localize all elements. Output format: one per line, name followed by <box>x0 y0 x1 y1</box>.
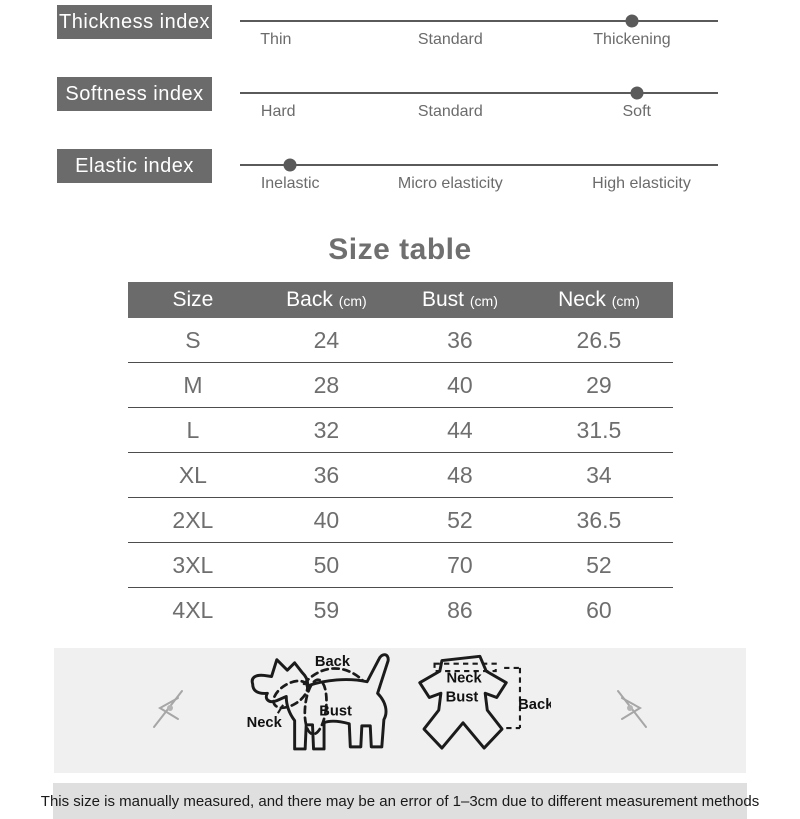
table-cell: 24 <box>313 326 340 353</box>
softness-index-label: Softness index <box>57 77 212 111</box>
garment-back-label: Back <box>518 697 551 714</box>
table-header-cell: Neck (cm) <box>525 282 672 318</box>
table-cell: 29 <box>525 363 672 408</box>
table-cell: 36 <box>447 326 473 353</box>
measurement-note-bar <box>40 783 760 819</box>
table-cell: 50 <box>258 543 394 588</box>
table-cell: 26.5 <box>576 326 622 353</box>
table-cell: 36.5 <box>525 498 672 543</box>
softness-index-row <box>0 77 800 149</box>
measurement-note-text: This size is manually measured, and there may be an error of 1–3cm due to different measurement methods <box>40 792 760 810</box>
unit-label: (cm) <box>338 293 367 309</box>
table-row <box>128 408 673 453</box>
scale-line <box>240 20 718 22</box>
thickness-scale <box>240 5 718 67</box>
scale-line <box>240 164 718 166</box>
table-header-cell: Size <box>128 282 259 318</box>
decorative-arrow-right-icon <box>613 686 653 735</box>
table-row <box>128 318 673 363</box>
table-cell: 59 <box>258 588 394 633</box>
scale-option: Thickening <box>593 31 671 48</box>
scale-option: Soft <box>622 103 651 120</box>
dog-illustration <box>239 649 407 772</box>
softness-scale <box>240 77 718 139</box>
size-table <box>128 282 673 632</box>
scale-option: High elasticity <box>592 175 691 192</box>
dog-back-label: Back <box>314 654 351 670</box>
table-cell: 32 <box>258 408 394 453</box>
table-row <box>128 363 673 408</box>
elastic-index-row <box>0 149 800 221</box>
index-dot <box>625 15 638 28</box>
table-cell: 3XL <box>128 543 259 588</box>
table-cell: 48 <box>395 453 526 498</box>
index-section <box>0 0 800 221</box>
table-cell: 52 <box>525 543 672 588</box>
table-header-cell: Bust (cm) <box>395 282 526 318</box>
index-dot <box>284 159 297 172</box>
table-cell: L <box>128 408 259 453</box>
table-cell: M <box>128 363 259 408</box>
size-table-body <box>128 318 673 632</box>
measurement-diagram-panel <box>54 648 746 773</box>
scale-option: Inelastic <box>260 175 320 192</box>
scale-option: Micro elasticity <box>397 175 503 192</box>
table-cell: 2XL <box>128 498 259 543</box>
table-row <box>128 453 673 498</box>
scale-option: Thin <box>260 31 292 48</box>
garment-bust-label: Bust <box>445 689 479 706</box>
scale-option: Standard <box>417 103 483 120</box>
table-cell: 36 <box>258 453 394 498</box>
decorative-arrow-left-icon <box>147 686 187 735</box>
size-table-title: Size table <box>328 233 472 266</box>
dog-bust-label: Bust <box>319 703 352 720</box>
table-cell: 34 <box>525 453 672 498</box>
unit-label: (cm) <box>469 293 498 309</box>
scale-line <box>240 92 718 94</box>
scale-option: Standard <box>417 31 483 48</box>
thickness-index-row <box>0 5 800 77</box>
table-cell: 40 <box>395 363 526 408</box>
table-cell: S <box>185 326 201 353</box>
elastic-scale <box>240 149 718 211</box>
table-cell: 52 <box>395 498 526 543</box>
thickness-index-label: Thickness index <box>57 5 212 39</box>
table-cell: 70 <box>395 543 526 588</box>
elastic-index-label: Elastic index <box>57 149 212 183</box>
table-header-cell: Back (cm) <box>258 282 394 318</box>
table-cell: XL <box>128 453 259 498</box>
table-cell: 60 <box>525 588 672 633</box>
dog-neck-label: Neck <box>246 714 282 731</box>
table-cell: 31.5 <box>525 408 672 453</box>
table-cell: 4XL <box>128 588 259 633</box>
table-cell: 44 <box>395 408 526 453</box>
table-row <box>128 498 673 543</box>
unit-label: (cm) <box>611 293 640 309</box>
table-cell: 28 <box>258 363 394 408</box>
table-row <box>128 588 673 633</box>
table-cell: 40 <box>258 498 394 543</box>
garment-neck-label: Neck <box>446 670 482 687</box>
garment-illustration <box>413 650 551 771</box>
size-table-header <box>128 282 673 318</box>
scale-option: Hard <box>260 103 296 120</box>
table-row <box>128 543 673 588</box>
index-dot <box>630 87 643 100</box>
table-cell: 86 <box>395 588 526 633</box>
